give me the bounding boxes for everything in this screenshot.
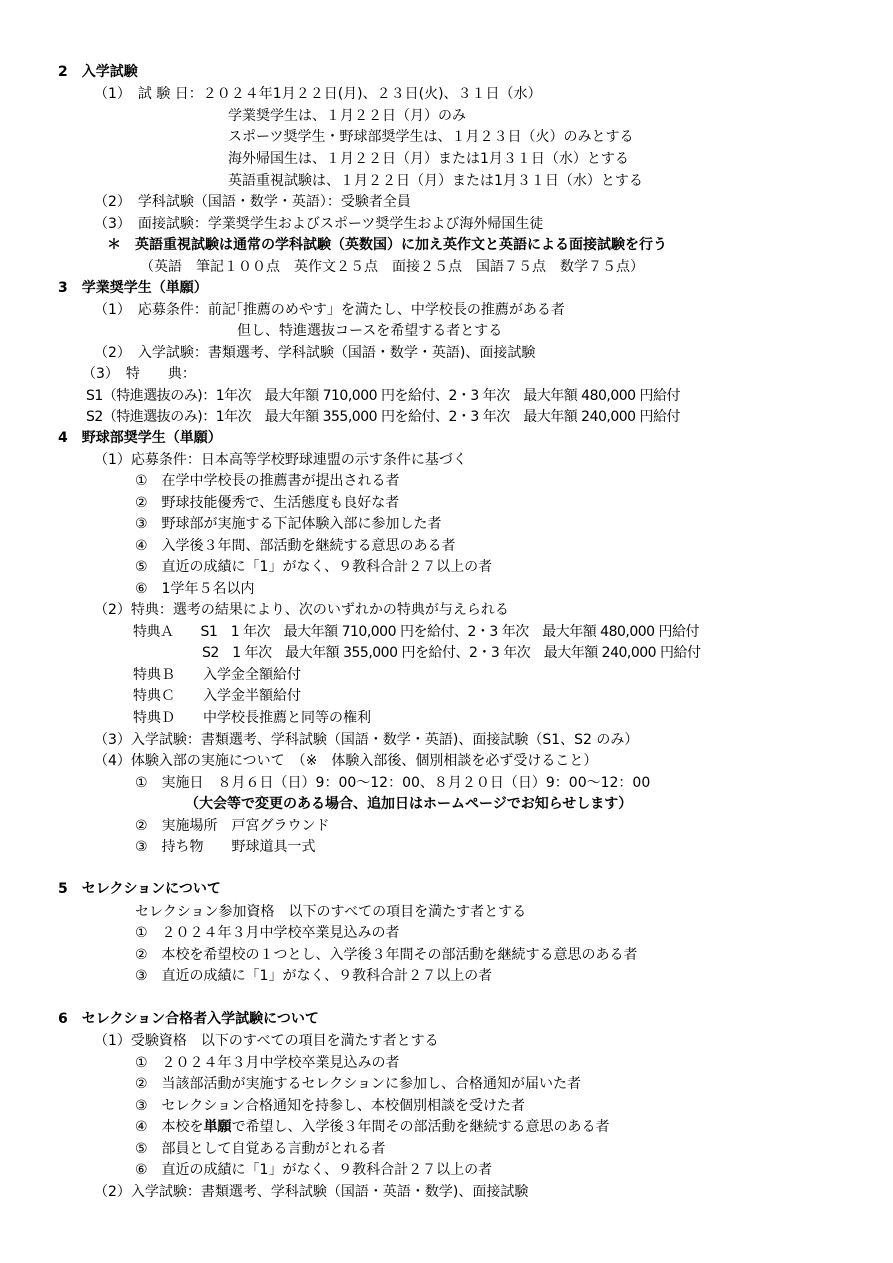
baseball-condition-1: ① 在学中学校長の推薦書が提出される者 — [135, 473, 400, 489]
section-2-heading: 2 入学試験 — [58, 64, 138, 80]
baseball-condition-5: ⑤ 直近の成績に「1」がなく、９教科合計２７以上の者 — [135, 559, 493, 575]
trial-date: ① 実施日 ８月６日（日）9：00〜12：00、８月２０日（日）9：00〜12：00 — [135, 775, 651, 791]
exam-date-line: （1） 試 験 日：２０２４年1月２２日(月)、２３日(火)、３１日（水） — [94, 86, 542, 102]
exam-date-note-1: 学業奨学生は、１月２２日（月）のみ — [228, 108, 466, 124]
scholar-benefit-s2: S2（特進選抜のみ)：1年次 最大年額 355,000 円を給付、2・3 年次 最大年額 240,000 円給付 — [86, 409, 681, 425]
benefit-a-s1: 特典Ａ S1 1 年次 最大年額 710,000 円を給付、2・3 年次 最大年額 480,000 円給付 — [133, 624, 700, 640]
english-focus-scores: （英語 筆記１００点 英作文２５点 面接２５点 国語７５点 数学７５点） — [140, 259, 644, 275]
baseball-benefit-line: （2）特典：選考の結果により、次のいずれかの特典が与えられる — [94, 602, 509, 618]
baseball-conditions-line: （1）応募条件：日本高等学校野球連盟の示す条件に基づく — [94, 452, 467, 468]
interview-exam-line: （3） 面接試験：学業奨学生およびスポーツ奨学生および海外帰国生徒 — [94, 216, 544, 232]
baseball-condition-6: ⑥ 1学年５名以内 — [135, 581, 255, 597]
trial-location: ② 実施場所 戸宮グラウンド — [135, 818, 330, 834]
scholar-conditions-line: （1） 応募条件：前記｢推薦のめやす」を満たし、中学校長の推薦がある者 — [94, 302, 565, 318]
passer-exam-line: （2）入学試験：書類選考、学科試験（国語・英語・数学)、面接試験 — [94, 1184, 529, 1200]
section-6-heading: 6 セレクション合格者入学試験について — [58, 1011, 319, 1027]
passer-condition-4-emphasis: 単願 — [203, 1119, 232, 1135]
baseball-condition-4: ④ 入学後３年間、部活動を継続する意思のある者 — [135, 538, 456, 554]
benefit-b: 特典Ｂ 入学金全額給付 — [133, 667, 301, 683]
selection-condition-1: ① ２０２４年３月中学校卒業見込みの者 — [135, 925, 400, 941]
scholar-exam-line: （2） 入学試験：書類選考、学科試験（国語・数学・英語)、面接試験 — [94, 345, 536, 361]
passer-condition-5: ⑤ 部員として自覚ある言動がとれる者 — [135, 1141, 386, 1157]
trial-date-note: （大会等で変更のある場合、追加日はホームページでお知らせします） — [185, 796, 633, 812]
benefit-c: 特典Ｃ 入学金半額給付 — [133, 688, 301, 704]
selection-condition-2: ② 本校を希望校の１つとし、入学後３年間その部活動を継続する意思のある者 — [135, 947, 638, 963]
selection-eligibility-line: セレクション参加資格 以下のすべての項目を満たす者とする — [135, 904, 527, 920]
english-focus-note: ＊ 英語重視試験は通常の学科試験（英数国）に加え英作文と英語による面接試験を行う — [107, 237, 667, 253]
benefit-a-s2: S2 1 年次 最大年額 355,000 円を給付、2・3 年次 最大年額 240,000 円給付 — [202, 645, 701, 661]
subject-exam-line: （2） 学科試験（国語・数学・英語）：受験者全員 — [94, 194, 411, 210]
scholar-conditions-note: 但し、特進選抜コースを希望する者とする — [237, 323, 503, 339]
baseball-exam-line: （3）入学試験：書類選考、学科試験（国語・数学・英語)、面接試験（S1、S2 のみ） — [94, 732, 639, 748]
exam-date-note-2: スポーツ奨学生・野球部奨学生は、１月２３日（火）のみとする — [228, 129, 634, 145]
passer-condition-6: ⑥ 直近の成績に「1」がなく、９教科合計２７以上の者 — [135, 1162, 493, 1178]
passer-condition-3: ③ セレクション合格通知を持参し、本校個別相談を受けた者 — [135, 1098, 525, 1114]
passer-eligibility-line: （1）受験資格 以下のすべての項目を満たす者とする — [94, 1033, 439, 1049]
exam-date-note-3: 海外帰国生は、１月２２日（月）または1月３１日（水）とする — [228, 151, 629, 167]
passer-condition-4 — [135, 1118, 610, 1136]
trial-practice-line: （4）体験入部の実施について （※ 体験入部後、個別相談を必ず受けること） — [94, 753, 598, 769]
baseball-condition-2: ② 野球技能優秀で、生活態度も良好な者 — [135, 495, 400, 511]
section-3-heading: 3 学業奨学生（単願） — [58, 280, 208, 296]
trial-belongings: ③ 持ち物 野球道具一式 — [135, 839, 316, 855]
passer-condition-4-part-c: で希望し、入学後３年間その部活動を継続する意思のある者 — [231, 1119, 610, 1135]
exam-date-note-4: 英語重視試験は、１月２２日（月）または1月３１日（水）とする — [228, 173, 643, 189]
scholar-benefit-s1: S1（特進選抜のみ)：1年次 最大年額 710,000 円を給付、2・3 年次 最大年額 480,000 円給付 — [86, 388, 681, 404]
passer-condition-1: ① ２０２４年３月中学校卒業見込みの者 — [135, 1055, 400, 1071]
baseball-condition-3: ③ 野球部が実施する下記体験入部に参加した者 — [135, 516, 442, 532]
benefit-d: 特典Ｄ 中学校長推薦と同等の権利 — [133, 710, 371, 726]
passer-condition-4-part-a: ④ 本校を — [135, 1119, 204, 1135]
section-4-heading: 4 野球部奨学生（単願） — [58, 430, 222, 446]
scholar-benefit-label: （3） 特 典： — [82, 366, 196, 382]
passer-condition-2: ② 当該部活動が実施するセレクションに参加し、合格通知が届いた者 — [135, 1076, 581, 1092]
section-5-heading: 5 セレクションについて — [58, 881, 221, 897]
selection-condition-3: ③ 直近の成績に「1」がなく、９教科合計２７以上の者 — [135, 968, 493, 984]
